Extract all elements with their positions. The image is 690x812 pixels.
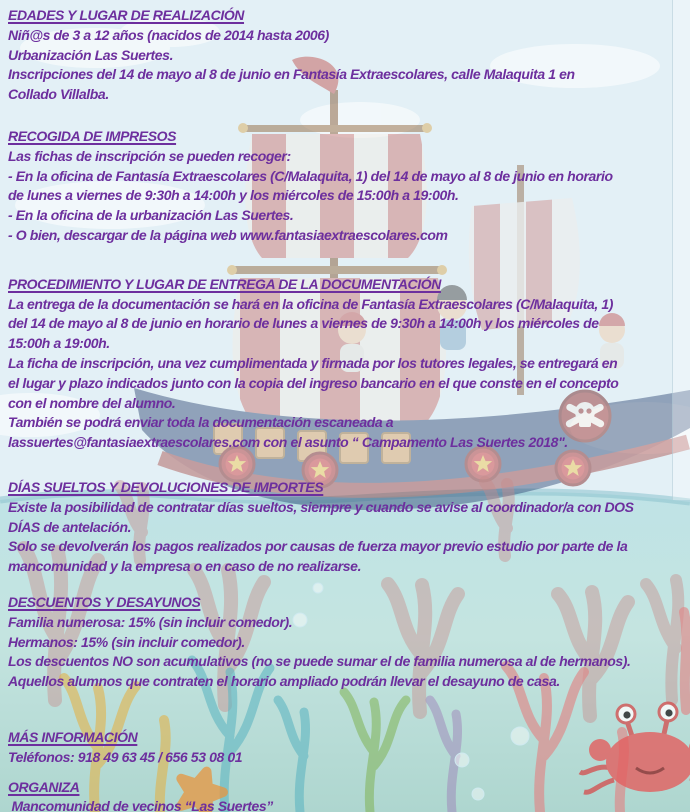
flyer-section xyxy=(8,6,690,105)
text-line: Hermanos: 15% (sin incluir comedor). xyxy=(8,633,245,650)
text-line: DÍAS de antelación. xyxy=(8,518,132,535)
flyer-section xyxy=(8,275,690,453)
text-line: También se podrá enviar toda la documentación escaneada a xyxy=(8,414,394,431)
section-heading: PROCEDIMIENTO Y LUGAR DE ENTREGA DE LA DOCUMENTACIÓN xyxy=(8,275,441,292)
text-line: Mancomunidad de vecinos “Las Suertes” xyxy=(8,798,273,812)
text-line: Niñ@s de 3 a 12 años (nacidos de 2014 hasta 2006) xyxy=(8,26,329,43)
text-line: Aquellos alumnos que contraten el horario ampliado podrán llevar el desayuno de casa. xyxy=(8,673,560,690)
text-line: mancomunidad y la empresa o en caso de no realizarse. xyxy=(8,558,362,575)
text-line: Existe la posibilidad de contratar días sueltos, siempre y cuando se avise al coordinador/a con DOS xyxy=(8,498,634,515)
text-line: 15:00h a 19:00h. xyxy=(8,335,110,352)
section-heading: DESCUENTOS Y DESAYUNOS xyxy=(8,593,201,610)
text-line: Collado Villalba. xyxy=(8,86,109,103)
section-heading: MÁS INFORMACIÓN xyxy=(8,728,138,745)
flyer-section xyxy=(8,127,690,246)
section-heading: RECOGIDA DE IMPRESOS xyxy=(8,127,177,144)
section-heading: DÍAS SUELTOS Y DEVOLUCIONES DE IMPORTES xyxy=(8,478,324,495)
flyer-section xyxy=(8,728,690,768)
text-line: La entrega de la documentación se hará en la oficina de Fantasía Extraescolares (C/Malaquita, 1) xyxy=(8,295,614,312)
text-line: Inscripciones del 14 de mayo al 8 de junio en Fantasía Extraescolares, calle Malaquita 1 en xyxy=(8,66,575,83)
flyer-content xyxy=(8,0,690,812)
flyer-section xyxy=(8,593,690,692)
section-heading: ORGANIZA xyxy=(8,778,80,795)
flyer-section xyxy=(8,478,690,577)
flyer-section xyxy=(8,778,690,812)
text-line: Familia numerosa: 15% (sin incluir comedor). xyxy=(8,613,293,630)
text-line: Las fichas de inscripción se pueden recoger: xyxy=(8,147,291,164)
text-line: - O bien, descargar de la página web www.fantasiaextraescolares.com xyxy=(8,226,448,243)
text-line: Los descuentos NO son acumulativos (no se puede sumar el de familia numerosa al de hermanos). xyxy=(8,653,631,670)
text-line: - En la oficina de Fantasía Extraescolares (C/Malaquita, 1) del 14 de mayo al 8 de junio en horario xyxy=(8,167,613,184)
text-line: del 14 de mayo al 8 de junio en horario de lunes a viernes de 9:30h a 14:00h y los miércoles de xyxy=(8,315,599,332)
text-line: Teléfonos: 918 49 63 45 / 656 53 08 01 xyxy=(8,748,243,765)
section-heading: EDADES Y LUGAR DE REALIZACIÓN xyxy=(8,7,245,23)
text-line: Solo se devolverán los pagos realizados por causas de fuerza mayor previo estudio por parte de la xyxy=(8,538,628,555)
text-line: el lugar y plazo indicados junto con la copia del ingreso bancario en el que conste en el concepto xyxy=(8,374,619,391)
text-line: - En la oficina de la urbanización Las Suertes. xyxy=(8,207,294,224)
text-line: con el nombre del alumno. xyxy=(8,394,176,411)
text-line: lassuertes@fantasiaextraescolares.com con el asunto “ Campamento Las Suertes 2018". xyxy=(8,434,568,451)
text-line: La ficha de inscripción, una vez cumplimentada y firmada por los tutores legales, se entregará en xyxy=(8,354,618,371)
text-line: Urbanización Las Suertes. xyxy=(8,46,174,63)
text-line: de lunes a viernes de 9:30h a 14:00h y los miércoles de 15:00h a 19:00h. xyxy=(8,187,459,204)
